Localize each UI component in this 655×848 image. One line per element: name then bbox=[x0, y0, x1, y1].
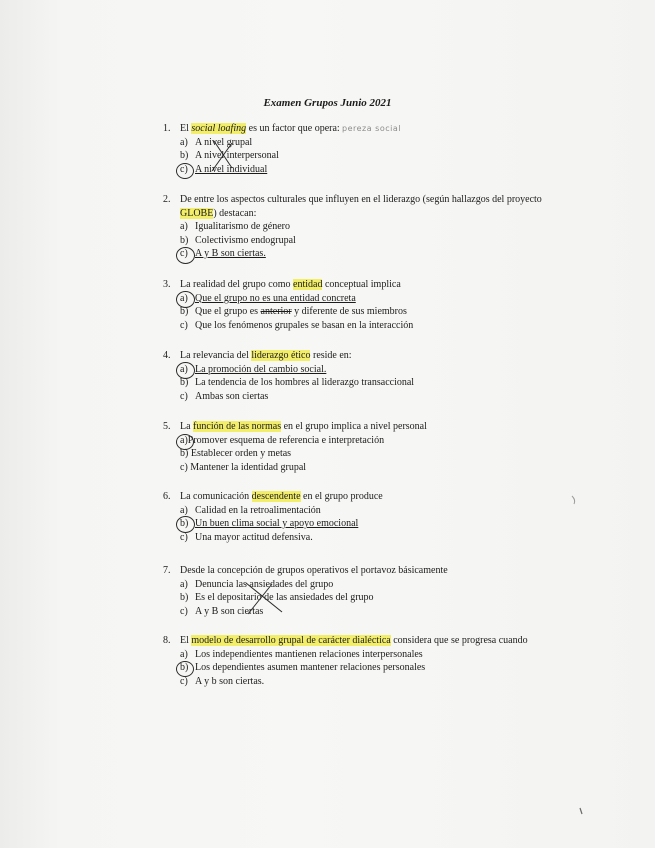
option-c: c) A y B son ciertas. bbox=[180, 248, 266, 259]
struck-word: anterior bbox=[260, 306, 292, 317]
answer-circle bbox=[176, 247, 195, 264]
option-c: c) Una mayor actitud defensiva. bbox=[180, 531, 313, 543]
question-number: 1. bbox=[163, 123, 171, 134]
highlighted-term: GLOBE bbox=[180, 207, 214, 219]
answer-circle bbox=[176, 434, 194, 450]
option-a: a) Igualitarismo de género bbox=[180, 221, 290, 232]
option-a: a) Los independientes mantienen relaciones interpersonales bbox=[180, 648, 423, 660]
handwritten-note: pereza social bbox=[342, 124, 401, 133]
option-a: a) La promoción del cambio social. bbox=[180, 363, 327, 375]
option-b: b) Establecer orden y metas bbox=[180, 448, 292, 459]
question-stem: 2. De entre los aspectos culturales que influyen en el liderazgo (según hallazgos del proyecto GLOBE) destacan: bbox=[163, 194, 542, 219]
question-6 bbox=[163, 490, 548, 544]
highlighted-term: descendente bbox=[251, 491, 301, 502]
option-a: a) Denuncia las ansiedades del grupo bbox=[180, 578, 334, 590]
option-a: a)Promover esquema de referencia e interpretación bbox=[180, 434, 385, 446]
option-b: b) La tendencia de los hombres al liderazgo transaccional bbox=[180, 377, 415, 388]
option-c: c) A nivel individual bbox=[180, 163, 268, 175]
answer-circle bbox=[176, 362, 195, 379]
highlighted-term: modelo de desarrollo grupal de carácter dialéctica bbox=[191, 635, 391, 646]
option-b: b) Colectivismo endogrupal bbox=[180, 234, 296, 246]
question-stem: 8. El modelo de desarrollo grupal de carácter dialéctica considera que se progresa cuando bbox=[163, 635, 528, 646]
option-b: b) Es el depositario de las ansiedades del grupo bbox=[180, 592, 374, 603]
question-3 bbox=[163, 278, 548, 332]
highlighted-term: función de las normas bbox=[193, 421, 282, 432]
option-a: a) Calidad en la retroalimentación bbox=[180, 504, 321, 516]
question-stem: 6. La comunicación descendente en el grupo produce bbox=[163, 491, 383, 502]
question-stem: 3. La realidad del grupo como entidad conceptual implica bbox=[163, 279, 401, 290]
question-stem: 7. Desde la concepción de grupos operativos el portavoz básicamente bbox=[163, 565, 448, 576]
option-b: b) A nivel interpersonal bbox=[180, 150, 279, 161]
question-stem: 4. La relevancia del liderazgo ético reside en: bbox=[163, 350, 352, 361]
stray-mark bbox=[572, 496, 575, 504]
question-4 bbox=[163, 349, 548, 403]
option-c: c) Ambas son ciertas bbox=[180, 390, 269, 402]
option-b: b) Que el grupo es anterior y diferente de sus miembros bbox=[180, 306, 407, 317]
answer-circle bbox=[176, 163, 194, 179]
option-b: b) Los dependientes asumen mantener relaciones personales bbox=[180, 662, 426, 673]
question-stem: 5. La función de las normas en el grupo implica a nivel personal bbox=[163, 421, 427, 432]
answer-circle bbox=[176, 516, 195, 533]
stray-mark bbox=[580, 808, 582, 814]
highlighted-term: social loafing bbox=[191, 123, 247, 134]
answer-circle bbox=[176, 291, 195, 308]
answer-circle bbox=[176, 661, 194, 677]
question-7 bbox=[163, 564, 548, 618]
question-stem: 1. El social loafing es un factor que opera: bbox=[163, 123, 340, 134]
question-2 bbox=[163, 193, 548, 261]
option-c: c) Mantener la identidad grupal bbox=[180, 461, 307, 473]
question-5 bbox=[163, 420, 548, 474]
option-b: b) Un buen clima social y apoyo emocional bbox=[180, 518, 359, 529]
option-c: c) Que los fenómenos grupales se basan en la interacción bbox=[180, 319, 414, 331]
option-a: a) Que el grupo no es una entidad concreta bbox=[180, 292, 356, 304]
highlighted-term: liderazgo ético bbox=[251, 350, 311, 361]
question-8 bbox=[163, 634, 548, 688]
highlighted-term: entidad bbox=[293, 279, 323, 290]
exam-title: Examen Grupos Junio 2021 bbox=[263, 97, 392, 109]
option-c: c) A y b son ciertas. bbox=[180, 675, 265, 687]
option-c: c) A y B son ciertas bbox=[180, 605, 264, 617]
option-a: a) A nivel grupal bbox=[180, 136, 253, 148]
